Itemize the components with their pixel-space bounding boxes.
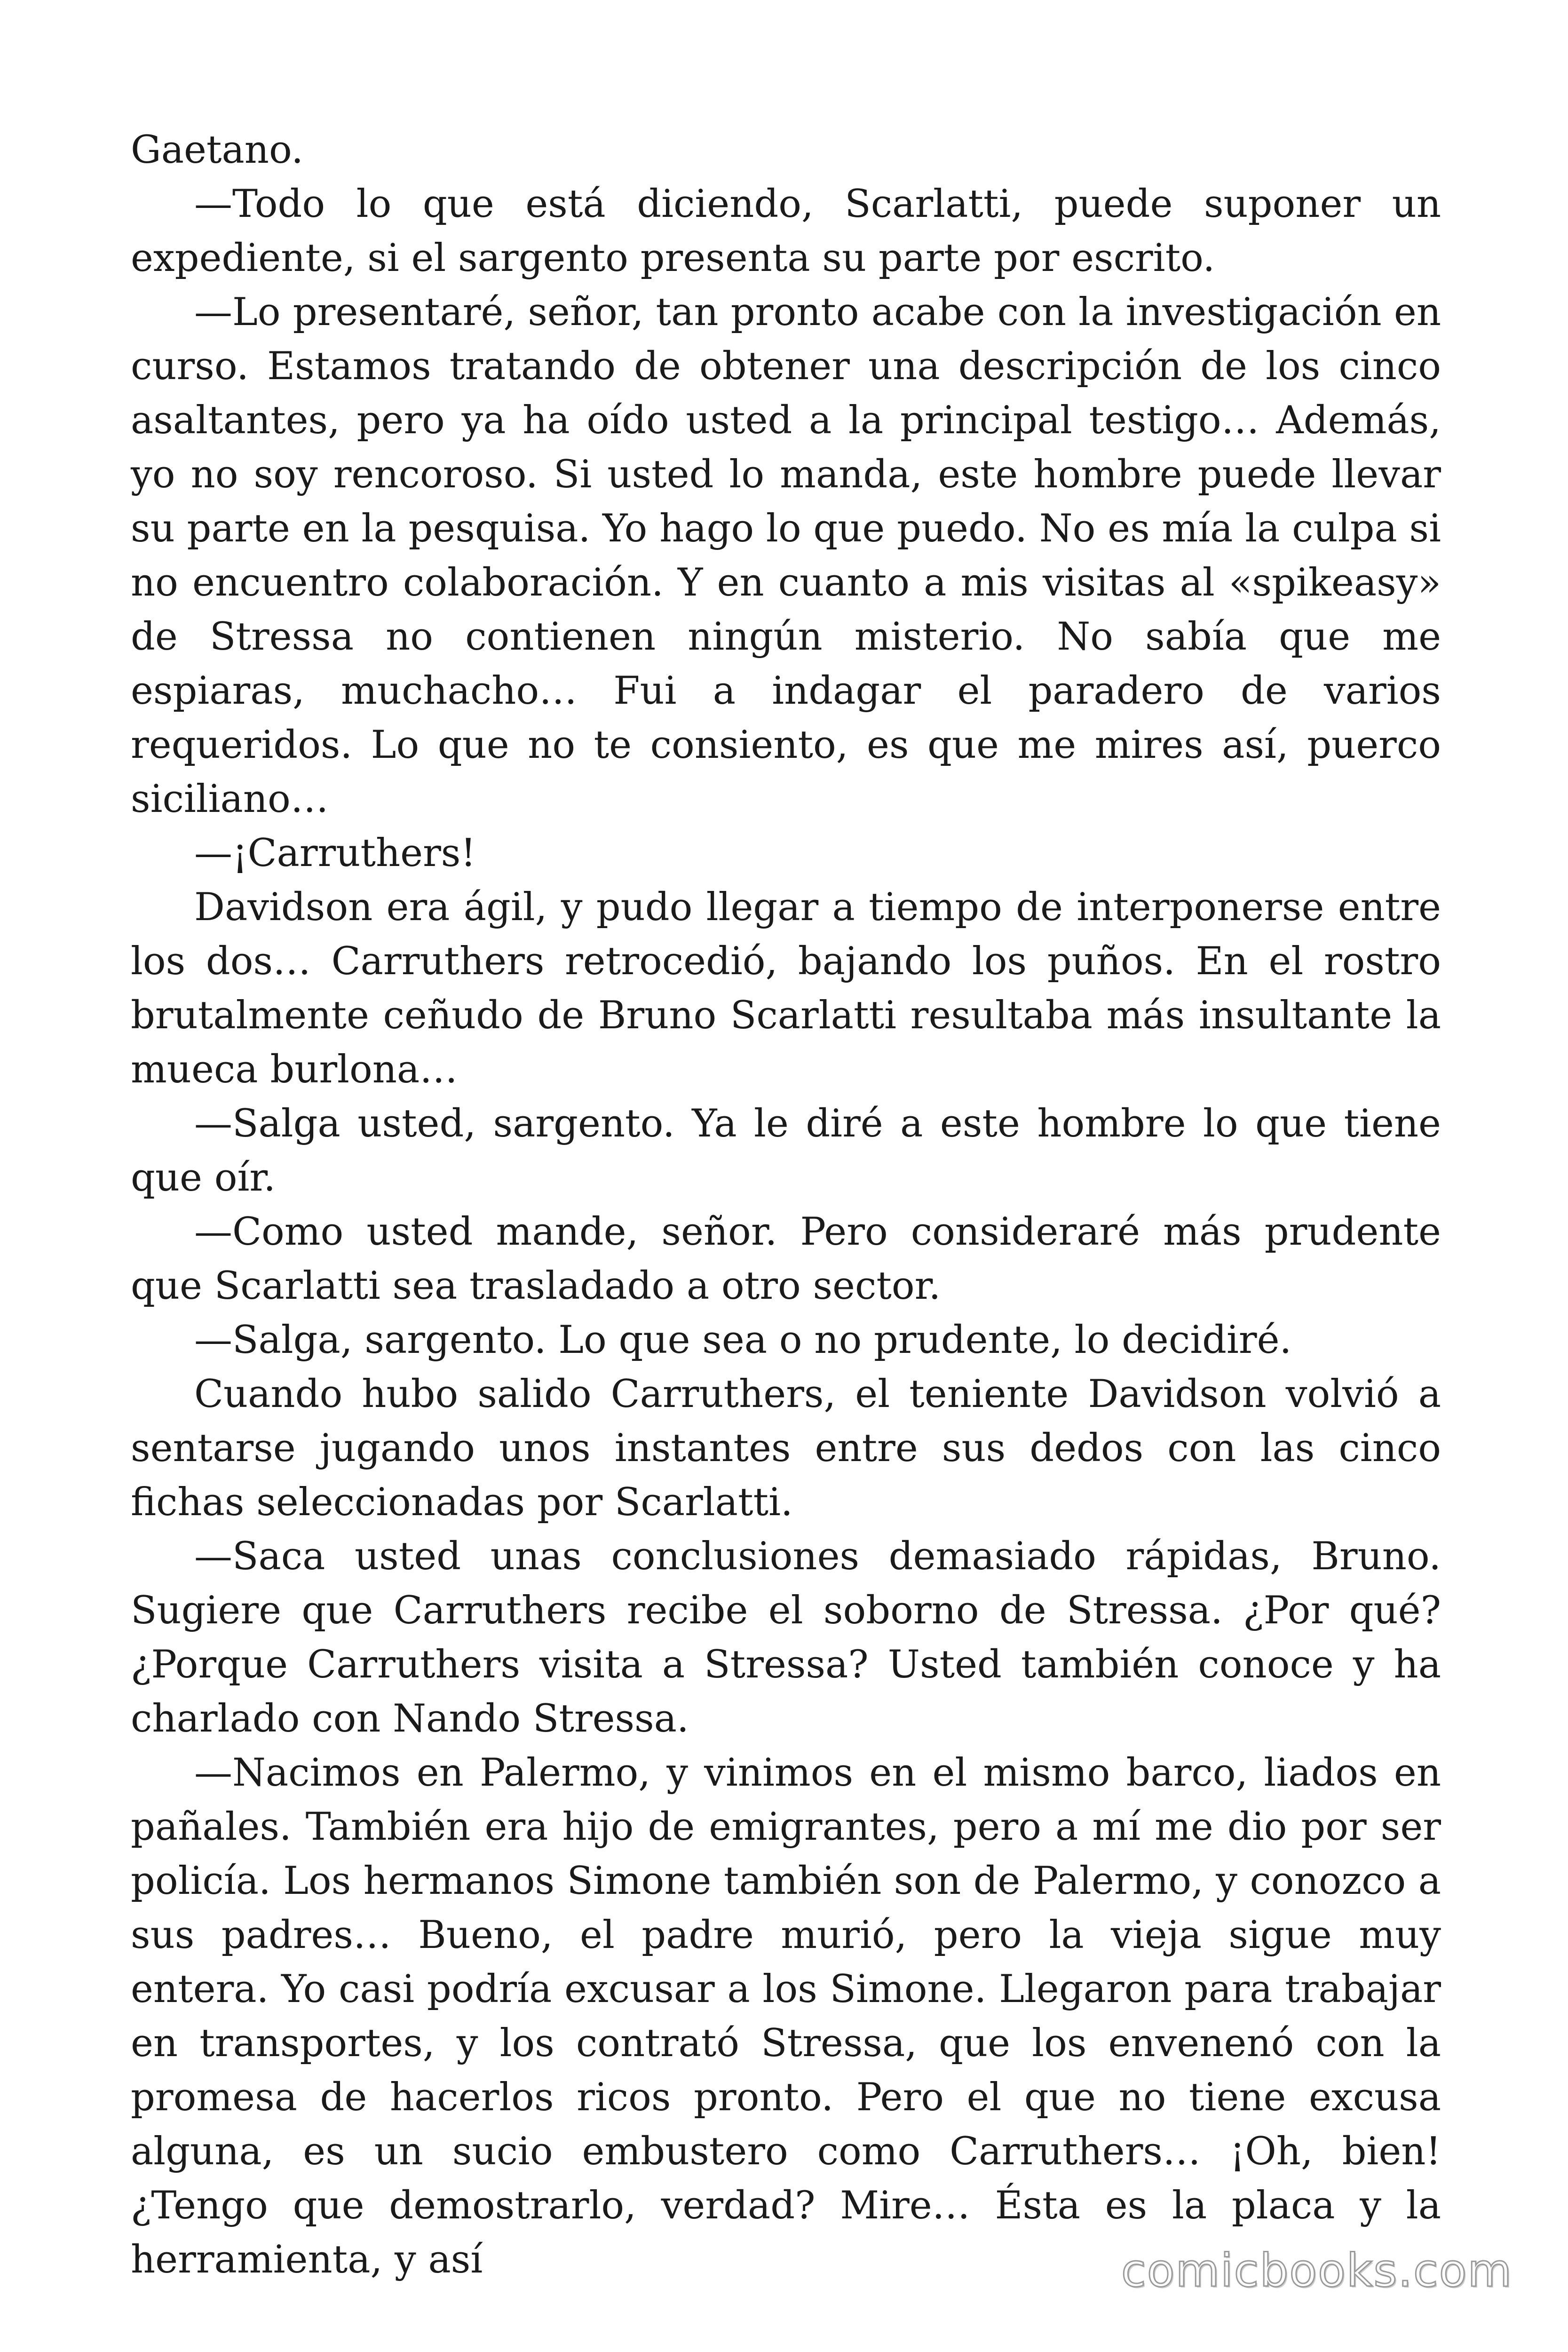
paragraph-2: —Todo lo que está diciendo, Scarlatti, puede suponer un expediente, si el sargento presenta su parte por escrito. [131,182,1441,280]
paragraph-5: Davidson era ágil, y pudo llegar a tiempo de interponerse entre los dos… Carruthers retrocedió, bajando los puños. En el rostro brutalmente ceñudo de Bruno Scarlatti resultaba más insultante la mueca burlona… [131,885,1441,1092]
paragraph-10: —Saca usted unas conclusiones demasiado rápidas, Bruno. Sugiere que Carruthers recibe el soborno de Stressa. ¿Por qué? ¿Porque Carruthers visita a Stressa? Usted también conoce y ha charlado con Nando Stressa. [131,1534,1441,1741]
paragraph-8: —Salga, sargento. Lo que sea o no prudente, lo decidiré. [194,1318,1292,1362]
paragraph-6: —Salga usted, sargento. Ya le diré a este hombre lo que tiene que oír. [131,1102,1441,1200]
book-page-text [131,123,1441,2287]
paragraph-3: —Lo presentaré, señor, tan pronto acabe con la investigación en curso. Estamos tratando de obtener una descripción de los cinco asaltantes, pero ya ha oído usted a la principal testigo… Además, yo no soy rencoroso. Si usted lo manda, este hombre puede llevar su parte en la pesquisa. Yo hago lo que puedo. No es mía la culpa si no encuentro colaboración. Y en cuanto a mis visitas al «spikeasy» de Stressa no contienen ningún misterio. No sabía que me espiaras, muchacho… Fui a indagar el paradero de varios requeridos. Lo que no te consiento, es que me mires así, puerco siciliano… [131,290,1441,821]
paragraph-4: —¡Carruthers! [194,831,476,875]
paragraph-11: —Nacimos en Palermo, y vinimos en el mismo barco, liados en pañales. También era hijo de emigrantes, pero a mí me dio por ser policía. Los hermanos Simone también son de Palermo, y conozco a sus padres… Bueno, el padre murió, pero la vieja sigue muy entera. Yo casi podría excusar a los Simone. Llegaron para trabajar en transportes, y los contrató Stressa, que los envenenó con la promesa de hacerlos ricos pronto. Pero el que no tiene excusa alguna, es un sucio embustero como Carruthers… ¡Oh, bien! ¿Tengo que demostrarlo, verdad? Mire… Ésta es la placa y la herramienta, y así [131,1751,1441,2282]
watermark-logo: comicbooks.com [1121,2244,1513,2297]
paragraph-1: Gaetano. [131,128,304,172]
paragraph-9: Cuando hubo salido Carruthers, el teniente Davidson volvió a sentarse jugando unos instantes entre sus dedos con las cinco fichas seleccionadas por Scarlatti. [131,1372,1441,1525]
paragraph-7: —Como usted mande, señor. Pero consideraré más prudente que Scarlatti sea trasladado a otro sector. [131,1210,1441,1308]
